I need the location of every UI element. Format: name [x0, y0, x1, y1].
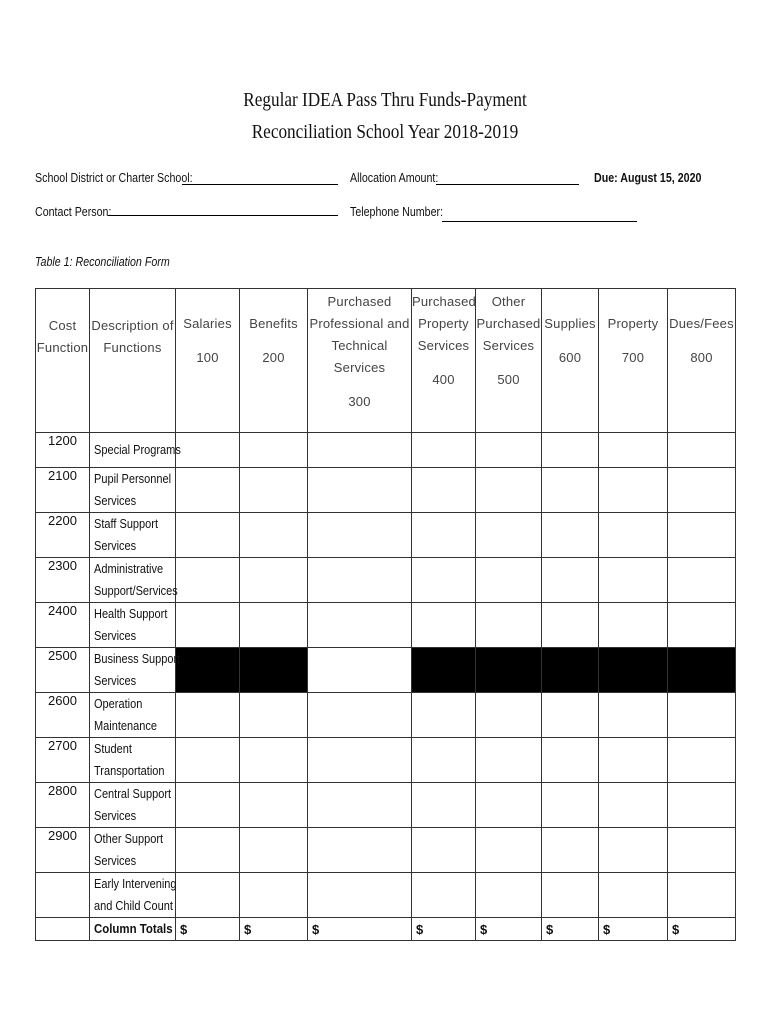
total-professional[interactable]: $ [308, 918, 412, 941]
amount-cell-dues-fees[interactable] [668, 783, 736, 828]
table-row [36, 513, 736, 558]
amount-cell-supplies[interactable] [542, 603, 599, 648]
amount-cell-salaries[interactable] [176, 558, 240, 603]
amount-cell-benefits[interactable] [240, 783, 308, 828]
amount-cell-property-services[interactable] [412, 433, 476, 468]
amount-cell-other-services[interactable] [476, 873, 542, 918]
amount-cell-salaries[interactable] [176, 693, 240, 738]
amount-cell-property[interactable] [599, 603, 668, 648]
amount-cell-dues-fees[interactable] [668, 513, 736, 558]
amount-cell-dues-fees[interactable] [668, 603, 736, 648]
amount-cell-property[interactable] [599, 738, 668, 783]
cost-function-code: 2800 [36, 783, 90, 828]
table-caption: Table 1: Reconciliation Form [35, 254, 170, 269]
amount-cell-salaries[interactable] [176, 603, 240, 648]
function-description: Operation Maintenance [90, 693, 176, 738]
header-property-services: Purchased Property Services 400 [412, 289, 476, 433]
amount-cell-supplies[interactable] [542, 828, 599, 873]
table-row [36, 783, 736, 828]
amount-cell-professional[interactable] [308, 873, 412, 918]
amount-cell-property[interactable] [599, 558, 668, 603]
amount-cell-dues-fees[interactable] [668, 693, 736, 738]
form-title [54, 84, 716, 148]
total-benefits[interactable]: $ [240, 918, 308, 941]
cost-function-code: 2300 [36, 558, 90, 603]
header-row [36, 289, 736, 433]
amount-cell-dues-fees[interactable] [668, 828, 736, 873]
table-row [36, 693, 736, 738]
amount-cell-supplies[interactable] [542, 513, 599, 558]
amount-cell-other-services[interactable] [476, 558, 542, 603]
header-dues-fees: Dues/Fees 800 [668, 289, 736, 433]
amount-cell-property-services[interactable] [412, 468, 476, 513]
amount-cell-other-services[interactable] [476, 468, 542, 513]
cost-function-code: 2700 [36, 738, 90, 783]
amount-cell-professional[interactable] [308, 783, 412, 828]
amount-cell-dues-fees[interactable] [668, 738, 736, 783]
blocked-cell [240, 648, 308, 693]
cost-function-code: 2400 [36, 603, 90, 648]
amount-cell-other-services[interactable] [476, 513, 542, 558]
amount-cell-property[interactable] [599, 693, 668, 738]
function-description: Other Support Services [90, 828, 176, 873]
table-row [36, 433, 736, 468]
amount-cell-professional[interactable] [308, 648, 412, 693]
total-property-services[interactable]: $ [412, 918, 476, 941]
header-professional: Purchased Professional and Technical Services 300 [308, 289, 412, 433]
amount-cell-professional[interactable] [308, 468, 412, 513]
header-benefits: Benefits 200 [240, 289, 308, 433]
function-description: Business Support Services [90, 648, 176, 693]
total-dues-fees[interactable]: $ [668, 918, 736, 941]
blocked-cell [542, 648, 599, 693]
amount-cell-supplies[interactable] [542, 558, 599, 603]
amount-cell-dues-fees[interactable] [668, 558, 736, 603]
amount-cell-benefits[interactable] [240, 738, 308, 783]
table-row [36, 603, 736, 648]
amount-cell-property-services[interactable] [412, 603, 476, 648]
amount-cell-salaries[interactable] [176, 513, 240, 558]
amount-cell-property[interactable] [599, 468, 668, 513]
amount-cell-other-services[interactable] [476, 783, 542, 828]
function-description: Health Support Services [90, 603, 176, 648]
function-description: Staff Support Services [90, 513, 176, 558]
amount-cell-professional[interactable] [308, 433, 412, 468]
district-label: School District or Charter School: [35, 170, 193, 185]
amount-cell-property[interactable] [599, 873, 668, 918]
total-other-services[interactable]: $ [476, 918, 542, 941]
amount-cell-supplies[interactable] [542, 693, 599, 738]
amount-cell-supplies[interactable] [542, 783, 599, 828]
amount-cell-property[interactable] [599, 783, 668, 828]
blocked-cell [599, 648, 668, 693]
amount-cell-benefits[interactable] [240, 513, 308, 558]
amount-cell-supplies[interactable] [542, 873, 599, 918]
totals-label: Column Totals [90, 918, 176, 941]
cost-function-code: 2500 [36, 648, 90, 693]
function-description: Pupil Personnel Services [90, 468, 176, 513]
amount-cell-benefits[interactable] [240, 468, 308, 513]
amount-cell-property-services[interactable] [412, 873, 476, 918]
telephone-label: Telephone Number: [350, 204, 444, 219]
table-row [36, 873, 736, 918]
amount-cell-property-services[interactable] [412, 513, 476, 558]
amount-cell-professional[interactable] [308, 603, 412, 648]
function-description: Early Intervening and Child Count [90, 873, 176, 918]
amount-cell-other-services[interactable] [476, 738, 542, 783]
amount-cell-dues-fees[interactable] [668, 873, 736, 918]
amount-cell-other-services[interactable] [476, 603, 542, 648]
reconciliation-table [35, 288, 736, 941]
table-row [36, 738, 736, 783]
title-line-2: Reconciliation School Year 2018-2019 [251, 121, 519, 143]
amount-cell-supplies[interactable] [542, 738, 599, 783]
amount-cell-property[interactable] [599, 828, 668, 873]
amount-cell-other-services[interactable] [476, 693, 542, 738]
amount-cell-professional[interactable] [308, 693, 412, 738]
cost-function-code: 2200 [36, 513, 90, 558]
amount-cell-professional[interactable] [308, 738, 412, 783]
telephone-field[interactable] [442, 221, 637, 222]
amount-cell-property-services[interactable] [412, 693, 476, 738]
totals-row [36, 918, 736, 941]
totals-code-cell [36, 918, 90, 941]
table-row [36, 558, 736, 603]
amount-cell-property-services[interactable] [412, 783, 476, 828]
function-description: Student Transportation [90, 738, 176, 783]
cost-function-code: 2600 [36, 693, 90, 738]
allocation-field[interactable] [436, 184, 579, 185]
contact-label: Contact Person: [35, 204, 112, 219]
amount-cell-benefits[interactable] [240, 828, 308, 873]
amount-cell-supplies[interactable] [542, 433, 599, 468]
district-field[interactable] [182, 184, 338, 185]
amount-cell-benefits[interactable] [240, 603, 308, 648]
amount-cell-salaries[interactable] [176, 873, 240, 918]
total-supplies[interactable]: $ [542, 918, 599, 941]
amount-cell-benefits[interactable] [240, 558, 308, 603]
allocation-label: Allocation Amount: [350, 170, 439, 185]
header-other-services: Other Purchased Services 500 [476, 289, 542, 433]
function-description: Administrative Support/Services [90, 558, 176, 603]
cost-function-code: 2900 [36, 828, 90, 873]
header-cost-function: Cost Function [36, 289, 90, 433]
blocked-cell [476, 648, 542, 693]
amount-cell-supplies[interactable] [542, 468, 599, 513]
amount-cell-professional[interactable] [308, 558, 412, 603]
amount-cell-property-services[interactable] [412, 738, 476, 783]
header-salaries: Salaries 100 [176, 289, 240, 433]
amount-cell-benefits[interactable] [240, 433, 308, 468]
contact-field[interactable] [108, 215, 338, 216]
blocked-cell [668, 648, 736, 693]
amount-cell-benefits[interactable] [240, 873, 308, 918]
table-row [36, 468, 736, 513]
total-property[interactable]: $ [599, 918, 668, 941]
amount-cell-salaries[interactable] [176, 828, 240, 873]
blocked-cell [176, 648, 240, 693]
blocked-cell [412, 648, 476, 693]
table-row [36, 828, 736, 873]
due-date: Due: August 15, 2020 [594, 170, 702, 185]
function-description: Central Support Services [90, 783, 176, 828]
amount-cell-dues-fees[interactable] [668, 433, 736, 468]
amount-cell-property[interactable] [599, 433, 668, 468]
amount-cell-professional[interactable] [308, 513, 412, 558]
table-row [36, 648, 736, 693]
amount-cell-property[interactable] [599, 513, 668, 558]
amount-cell-salaries[interactable] [176, 433, 240, 468]
amount-cell-property-services[interactable] [412, 558, 476, 603]
cost-function-code: 2100 [36, 468, 90, 513]
amount-cell-professional[interactable] [308, 828, 412, 873]
total-salaries[interactable]: $ [176, 918, 240, 941]
header-supplies: Supplies 600 [542, 289, 599, 433]
title-line-1: Regular IDEA Pass Thru Funds-Payment [243, 89, 527, 111]
amount-cell-other-services[interactable] [476, 433, 542, 468]
cost-function-code [36, 873, 90, 918]
header-description: Description of Functions [90, 289, 176, 433]
amount-cell-dues-fees[interactable] [668, 468, 736, 513]
header-property: Property 700 [599, 289, 668, 433]
amount-cell-salaries[interactable] [176, 468, 240, 513]
amount-cell-benefits[interactable] [240, 693, 308, 738]
function-description: Special Programs [90, 433, 176, 468]
amount-cell-other-services[interactable] [476, 828, 542, 873]
amount-cell-salaries[interactable] [176, 783, 240, 828]
amount-cell-salaries[interactable] [176, 738, 240, 783]
cost-function-code: 1200 [36, 433, 90, 468]
amount-cell-property-services[interactable] [412, 828, 476, 873]
